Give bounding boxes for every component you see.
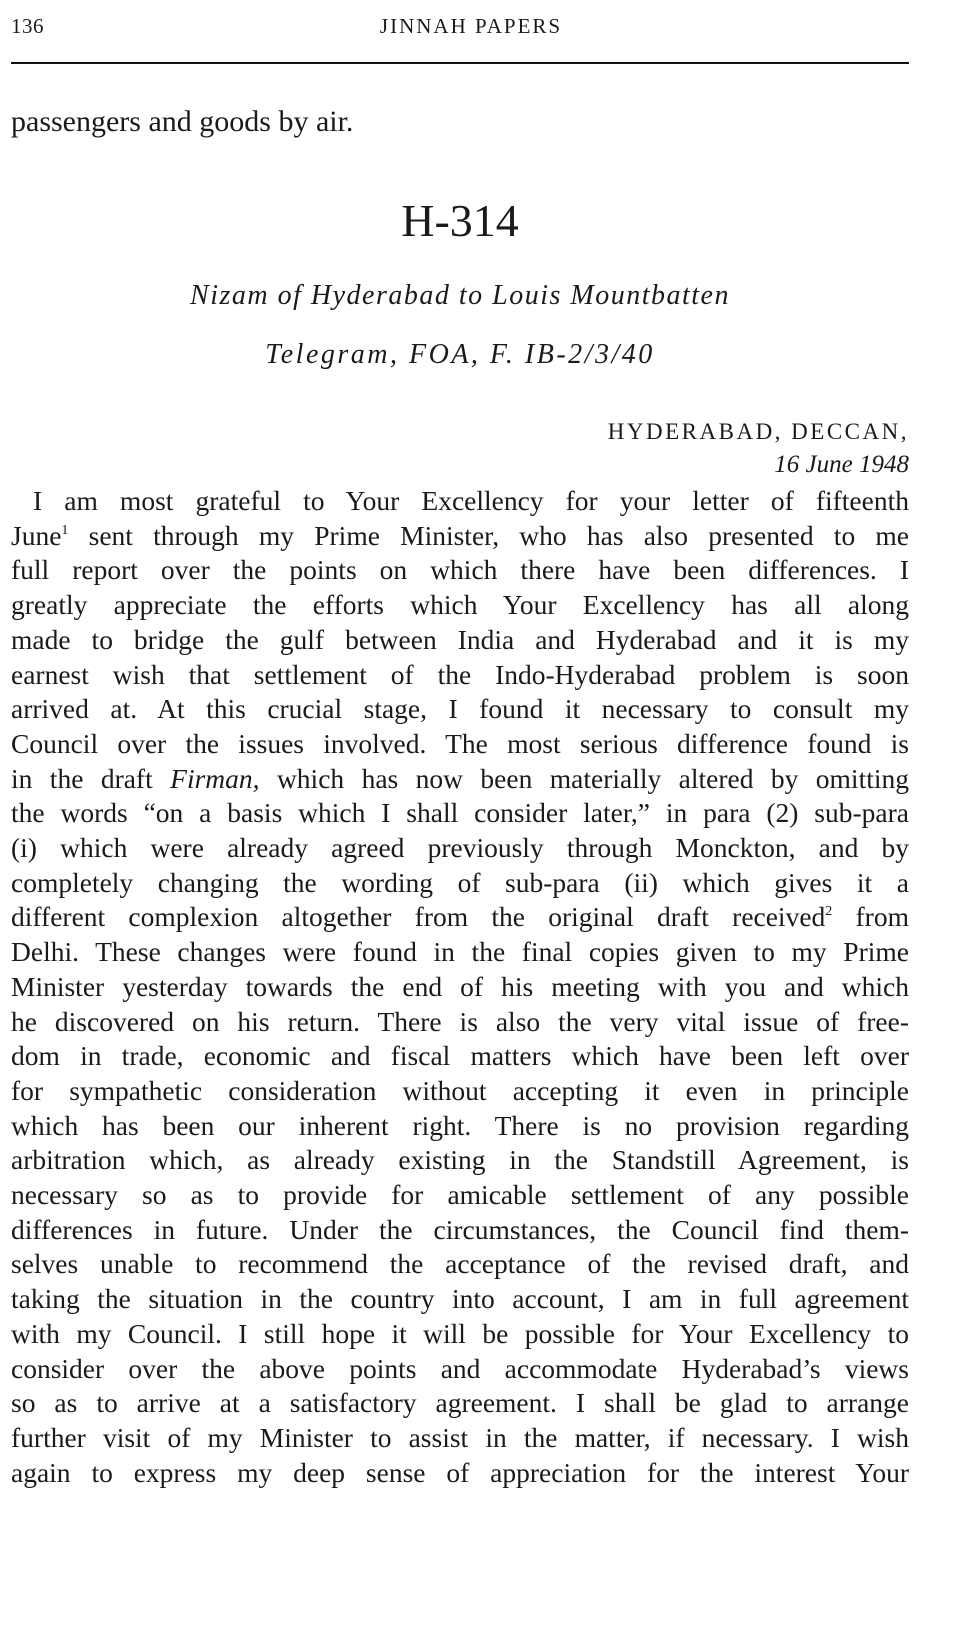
body-line-text: arbitration which, as already existing in the Standstill Agreement, is bbox=[11, 1144, 909, 1176]
body-line-text: earnest wish that settlement of the Indo-Hyderabad problem is soon bbox=[11, 658, 909, 690]
header-rule bbox=[11, 62, 909, 64]
body-line-text: consider over the above points and accommodate Hyderabad’s views bbox=[11, 1352, 909, 1384]
body-line-text: Delhi. These changes were found in the final copies given to my Prime bbox=[11, 936, 909, 968]
body-line-text: full report over the points on which there have been differences. I bbox=[11, 554, 909, 586]
document-title: Nizam of Hyderabad to Louis Mountbatten bbox=[190, 280, 730, 311]
body-line-text: so as to arrive at a satisfactory agreement. I shall be glad to arrange bbox=[11, 1387, 909, 1419]
body-line-text: (i) which were already agreed previously through Monckton, and by bbox=[11, 832, 909, 864]
body-line bbox=[11, 484, 909, 519]
body-line bbox=[11, 519, 909, 554]
body-line-text: in the draft bbox=[11, 762, 171, 794]
body-line bbox=[11, 1178, 909, 1213]
body-line-text: further visit of my Minister to assist in the matter, if necessary. I wish bbox=[11, 1421, 909, 1453]
body-line bbox=[11, 1352, 909, 1387]
italic-term: Firman, bbox=[170, 762, 260, 794]
body-line bbox=[11, 935, 909, 970]
body-line-text: Council over the issues involved. The most serious difference found is bbox=[11, 727, 909, 759]
body-line bbox=[11, 900, 909, 935]
body-line bbox=[11, 970, 909, 1005]
body-line bbox=[11, 623, 909, 658]
body-line bbox=[11, 1039, 909, 1074]
body-line-text: necessary so as to provide for amicable settlement of any possible bbox=[11, 1179, 909, 1211]
body-line-text: completely changing the wording of sub-para (ii) which gives it a bbox=[11, 866, 909, 898]
body-line-text: Minister yesterday towards the end of his meeting with you and which bbox=[11, 970, 909, 1002]
footnote-marker: 1 bbox=[61, 522, 69, 538]
body-line-text: the words “on a basis which I shall consider later,” in para (2) sub-para bbox=[11, 797, 909, 829]
body-line bbox=[11, 588, 909, 623]
document-source: Telegram, FOA, F. IB-2/3/40 bbox=[265, 339, 655, 370]
body-line-text: which has been our inherent right. There is no provision regarding bbox=[11, 1109, 909, 1141]
body-line bbox=[11, 1282, 909, 1317]
body-line-text: different complexion altogether from the original draft received bbox=[11, 901, 826, 933]
running-head: JINNAH PAPERS bbox=[379, 14, 563, 38]
body-line-text: arrived at. At this crucial stage, I found it necessary to consult my bbox=[11, 693, 909, 725]
dateline-place: HYDERABAD, DECCAN, bbox=[607, 419, 909, 444]
body-line bbox=[11, 692, 909, 727]
body-line-text: for sympathetic consideration without accepting it even in principle bbox=[11, 1074, 909, 1106]
body-line-text: I am most grateful to Your Excellency for your letter of fifteenth bbox=[33, 485, 909, 516]
body-line-text: made to bridge the gulf between India and Hyderabad and it is my bbox=[11, 623, 909, 655]
body-line bbox=[11, 658, 909, 693]
letter-body bbox=[11, 484, 909, 1490]
body-line-text: with my Council. I still hope it will be possible for Your Excellency to bbox=[11, 1317, 909, 1349]
body-line bbox=[11, 553, 909, 588]
body-line bbox=[11, 762, 909, 797]
continuation-text: passengers and goods by air. bbox=[11, 105, 354, 138]
body-line-text: June bbox=[11, 519, 62, 551]
body-line bbox=[11, 1109, 909, 1144]
body-line bbox=[11, 1213, 909, 1248]
body-line bbox=[11, 1005, 909, 1040]
body-line-text: dom in trade, economic and fiscal matters which have been left over bbox=[11, 1040, 909, 1072]
body-line bbox=[11, 866, 909, 901]
dateline-date: 16 June 1948 bbox=[774, 451, 909, 478]
body-line-text: selves unable to recommend the acceptance of the revised draft, and bbox=[11, 1248, 909, 1280]
body-line bbox=[11, 1456, 909, 1491]
body-line bbox=[11, 1421, 909, 1456]
body-line bbox=[11, 1386, 909, 1421]
body-line-text: greatly appreciate the efforts which Your Excellency has all along bbox=[11, 589, 909, 621]
body-line-text: sent through my Prime Minister, who has also presented to me bbox=[68, 519, 909, 551]
body-line bbox=[11, 1317, 909, 1352]
body-line bbox=[11, 796, 909, 831]
body-line bbox=[11, 727, 909, 762]
page-header bbox=[11, 10, 909, 50]
body-line bbox=[11, 831, 909, 866]
body-line-text: differences in future. Under the circumstances, the Council find them- bbox=[11, 1213, 909, 1245]
body-line-text: from bbox=[832, 901, 909, 933]
document-number: H-314 bbox=[401, 195, 519, 246]
body-line-text: again to express my deep sense of appreciation for the interest Your bbox=[11, 1456, 909, 1488]
body-line-text: he discovered on his return. There is also the very vital issue of free- bbox=[11, 1005, 909, 1037]
body-line-text: which has now been materially altered by omitting bbox=[259, 762, 909, 794]
body-line bbox=[11, 1143, 909, 1178]
footnote-marker: 2 bbox=[825, 904, 833, 920]
body-line-text: taking the situation in the country into account, I am in full agreement bbox=[11, 1283, 909, 1315]
page-number: 136 bbox=[11, 14, 44, 38]
body-line bbox=[11, 1247, 909, 1282]
body-line bbox=[11, 1074, 909, 1109]
